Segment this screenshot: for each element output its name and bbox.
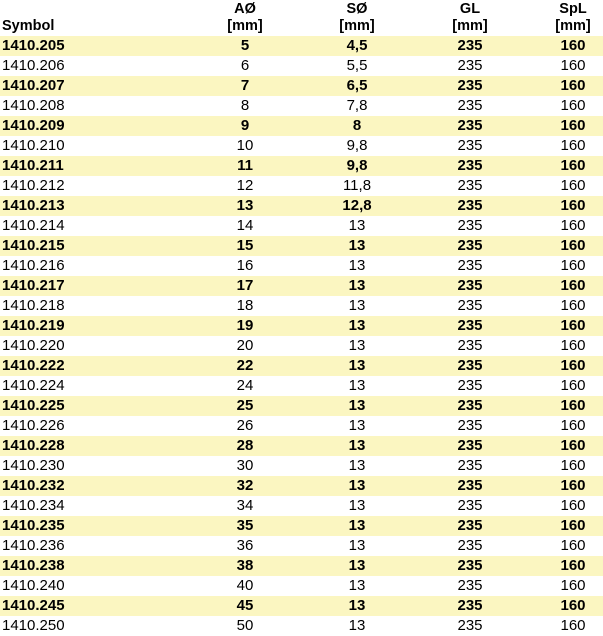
- header-a-unit: [mm]: [227, 18, 263, 34]
- cell-symbol: 1410.206: [2, 57, 65, 74]
- cell-s-diameter: 13: [348, 217, 366, 234]
- cell-gl: 235: [457, 137, 483, 154]
- cell-symbol: 1410.250: [2, 617, 65, 634]
- cell-s-diameter: 6,5: [346, 77, 368, 94]
- cell-spl: 160: [560, 397, 586, 414]
- cell-gl: 235: [457, 297, 483, 314]
- cell-gl: 235: [457, 357, 483, 374]
- cell-s-diameter: 12,8: [342, 197, 372, 214]
- cell-spl: 160: [560, 317, 586, 334]
- cell-gl: 235: [457, 497, 483, 514]
- cell-symbol: 1410.226: [2, 417, 65, 434]
- table-row: [0, 296, 603, 316]
- cell-s-diameter: 13: [348, 517, 366, 534]
- cell-symbol: 1410.235: [2, 517, 65, 534]
- cell-gl: 235: [457, 57, 483, 74]
- cell-gl: 235: [457, 597, 483, 614]
- cell-a-diameter: 11: [237, 157, 253, 174]
- cell-spl: 160: [560, 157, 586, 174]
- cell-spl: 160: [560, 177, 586, 194]
- header-gl: GL: [459, 1, 481, 17]
- cell-gl: 235: [457, 537, 483, 554]
- table-row: [0, 176, 603, 196]
- cell-symbol: 1410.234: [2, 497, 65, 514]
- cell-spl: 160: [560, 197, 586, 214]
- cell-s-diameter: 13: [348, 557, 366, 574]
- cell-s-diameter: 7,8: [346, 97, 368, 114]
- table-row: [0, 376, 603, 396]
- cell-gl: 235: [457, 177, 483, 194]
- cell-s-diameter: 13: [348, 457, 366, 474]
- table-row: [0, 316, 603, 336]
- cell-spl: 160: [560, 97, 586, 114]
- cell-a-diameter: 28: [236, 437, 254, 454]
- cell-symbol: 1410.236: [2, 537, 65, 554]
- table-row: [0, 36, 603, 56]
- cell-symbol: 1410.207: [2, 77, 65, 94]
- cell-gl: 235: [457, 317, 483, 334]
- cell-s-diameter: 13: [348, 237, 366, 254]
- cell-a-diameter: 10: [236, 137, 254, 154]
- header-spl: SpL: [559, 1, 587, 17]
- cell-a-diameter: 18: [236, 297, 254, 314]
- cell-gl: 235: [457, 397, 483, 414]
- cell-symbol: 1410.238: [2, 557, 65, 574]
- cell-symbol: 1410.208: [2, 97, 65, 114]
- cell-spl: 160: [560, 517, 586, 534]
- cell-symbol: 1410.240: [2, 577, 65, 594]
- cell-spl: 160: [560, 77, 586, 94]
- cell-spl: 160: [560, 457, 586, 474]
- cell-a-diameter: 38: [236, 557, 254, 574]
- cell-spl: 160: [560, 277, 586, 294]
- table-row: [0, 576, 603, 596]
- cell-symbol: 1410.210: [2, 137, 65, 154]
- cell-a-diameter: 22: [236, 357, 254, 374]
- table-row: [0, 436, 603, 456]
- cell-spl: 160: [560, 217, 586, 234]
- table-row: [0, 256, 603, 276]
- cell-s-diameter: 9,8: [346, 137, 368, 154]
- cell-gl: 235: [457, 437, 483, 454]
- cell-symbol: 1410.228: [2, 437, 65, 454]
- cell-gl: 235: [457, 37, 483, 54]
- header-spl-unit: [mm]: [555, 18, 591, 34]
- table-row: [0, 76, 603, 96]
- header-symbol: Symbol: [2, 18, 55, 34]
- table-row: [0, 216, 603, 236]
- table-row: [0, 136, 603, 156]
- cell-gl: 235: [457, 617, 483, 634]
- cell-a-diameter: 5: [240, 37, 250, 54]
- cell-gl: 235: [457, 517, 483, 534]
- cell-spl: 160: [560, 137, 586, 154]
- cell-a-diameter: 45: [236, 597, 254, 614]
- cell-s-diameter: 4,5: [346, 37, 368, 54]
- cell-symbol: 1410.216: [2, 257, 65, 274]
- cell-spl: 160: [560, 577, 586, 594]
- cell-spl: 160: [560, 357, 586, 374]
- cell-symbol: 1410.225: [2, 397, 65, 414]
- cell-a-diameter: 17: [236, 277, 254, 294]
- cell-a-diameter: 15: [236, 237, 254, 254]
- cell-s-diameter: 8: [352, 117, 362, 134]
- table-row: [0, 396, 603, 416]
- table-row: [0, 476, 603, 496]
- cell-s-diameter: 13: [348, 417, 366, 434]
- header-gl-unit: [mm]: [452, 18, 488, 34]
- cell-s-diameter: 11,8: [342, 177, 372, 194]
- cell-gl: 235: [457, 277, 483, 294]
- cell-a-diameter: 6: [240, 57, 250, 74]
- table-row: [0, 56, 603, 76]
- cell-a-diameter: 16: [236, 257, 254, 274]
- cell-gl: 235: [457, 477, 483, 494]
- cell-spl: 160: [560, 117, 586, 134]
- cell-spl: 160: [560, 377, 586, 394]
- cell-gl: 235: [457, 577, 483, 594]
- cell-gl: 235: [457, 557, 483, 574]
- cell-spl: 160: [560, 337, 586, 354]
- cell-gl: 235: [457, 417, 483, 434]
- table-row: [0, 356, 603, 376]
- cell-s-diameter: 13: [348, 617, 366, 634]
- table-row: [0, 516, 603, 536]
- cell-spl: 160: [560, 537, 586, 554]
- table-row: [0, 156, 603, 176]
- cell-symbol: 1410.219: [2, 317, 65, 334]
- cell-symbol: 1410.212: [2, 177, 65, 194]
- cell-symbol: 1410.218: [2, 297, 65, 314]
- cell-spl: 160: [560, 37, 586, 54]
- cell-spl: 160: [560, 297, 586, 314]
- cell-symbol: 1410.215: [2, 237, 65, 254]
- cell-a-diameter: 32: [236, 477, 254, 494]
- cell-symbol: 1410.217: [2, 277, 65, 294]
- cell-spl: 160: [560, 477, 586, 494]
- cell-s-diameter: 13: [348, 477, 366, 494]
- table-row: [0, 196, 603, 216]
- cell-gl: 235: [457, 97, 483, 114]
- cell-a-diameter: 25: [236, 397, 254, 414]
- cell-symbol: 1410.222: [2, 357, 65, 374]
- table-row: [0, 416, 603, 436]
- cell-a-diameter: 12: [236, 177, 254, 194]
- table-row: [0, 96, 603, 116]
- table-row: [0, 116, 603, 136]
- cell-gl: 235: [457, 117, 483, 134]
- cell-a-diameter: 50: [236, 617, 254, 634]
- cell-a-diameter: 20: [236, 337, 254, 354]
- cell-gl: 235: [457, 197, 483, 214]
- cell-gl: 235: [457, 157, 483, 174]
- table-row: [0, 456, 603, 476]
- cell-spl: 160: [560, 557, 586, 574]
- cell-s-diameter: 13: [348, 377, 366, 394]
- cell-s-diameter: 13: [348, 337, 366, 354]
- cell-a-diameter: 7: [240, 77, 250, 94]
- cell-gl: 235: [457, 217, 483, 234]
- cell-a-diameter: 30: [236, 457, 254, 474]
- cell-s-diameter: 13: [348, 257, 366, 274]
- cell-s-diameter: 13: [348, 297, 366, 314]
- table-row: [0, 336, 603, 356]
- cell-symbol: 1410.205: [2, 37, 65, 54]
- cell-spl: 160: [560, 57, 586, 74]
- cell-s-diameter: 9,8: [346, 157, 368, 174]
- cell-s-diameter: 13: [348, 397, 366, 414]
- header-s-unit: [mm]: [339, 18, 375, 34]
- cell-a-diameter: 14: [236, 217, 254, 234]
- cell-s-diameter: 13: [348, 437, 366, 454]
- cell-a-diameter: 19: [236, 317, 254, 334]
- cell-a-diameter: 9: [240, 117, 250, 134]
- cell-a-diameter: 26: [236, 417, 254, 434]
- cell-spl: 160: [560, 617, 586, 634]
- cell-gl: 235: [457, 237, 483, 254]
- cell-a-diameter: 8: [240, 97, 250, 114]
- cell-a-diameter: 40: [236, 577, 254, 594]
- header-s-diameter: SØ: [346, 1, 368, 17]
- cell-spl: 160: [560, 237, 586, 254]
- cell-spl: 160: [560, 597, 586, 614]
- table-row: [0, 496, 603, 516]
- cell-spl: 160: [560, 257, 586, 274]
- cell-symbol: 1410.211: [2, 157, 64, 174]
- table-row: [0, 556, 603, 576]
- cell-gl: 235: [457, 77, 483, 94]
- table-header: [0, 0, 603, 36]
- cell-s-diameter: 13: [348, 277, 366, 294]
- cell-symbol: 1410.230: [2, 457, 65, 474]
- cell-s-diameter: 13: [348, 357, 366, 374]
- cell-s-diameter: 13: [348, 537, 366, 554]
- cell-a-diameter: 36: [236, 537, 254, 554]
- cell-a-diameter: 24: [236, 377, 254, 394]
- cell-s-diameter: 13: [348, 497, 366, 514]
- cell-symbol: 1410.232: [2, 477, 65, 494]
- cell-s-diameter: 13: [348, 577, 366, 594]
- table-body: [0, 36, 603, 636]
- cell-a-diameter: 13: [236, 197, 254, 214]
- cell-spl: 160: [560, 497, 586, 514]
- cell-symbol: 1410.209: [2, 117, 65, 134]
- cell-symbol: 1410.224: [2, 377, 65, 394]
- table-row: [0, 236, 603, 256]
- cell-symbol: 1410.213: [2, 197, 65, 214]
- cell-s-diameter: 13: [348, 317, 366, 334]
- cell-s-diameter: 13: [348, 597, 366, 614]
- cell-gl: 235: [457, 457, 483, 474]
- header-a-diameter: AØ: [234, 1, 256, 17]
- table-row: [0, 596, 603, 616]
- cell-gl: 235: [457, 257, 483, 274]
- cell-a-diameter: 35: [236, 517, 254, 534]
- table-row: [0, 536, 603, 556]
- cell-spl: 160: [560, 437, 586, 454]
- cell-symbol: 1410.220: [2, 337, 65, 354]
- cell-s-diameter: 5,5: [346, 57, 368, 74]
- cell-symbol: 1410.214: [2, 217, 65, 234]
- cell-gl: 235: [457, 337, 483, 354]
- cell-spl: 160: [560, 417, 586, 434]
- cell-symbol: 1410.245: [2, 597, 65, 614]
- table-row: [0, 616, 603, 636]
- cell-a-diameter: 34: [236, 497, 254, 514]
- table-row: [0, 276, 603, 296]
- cell-gl: 235: [457, 377, 483, 394]
